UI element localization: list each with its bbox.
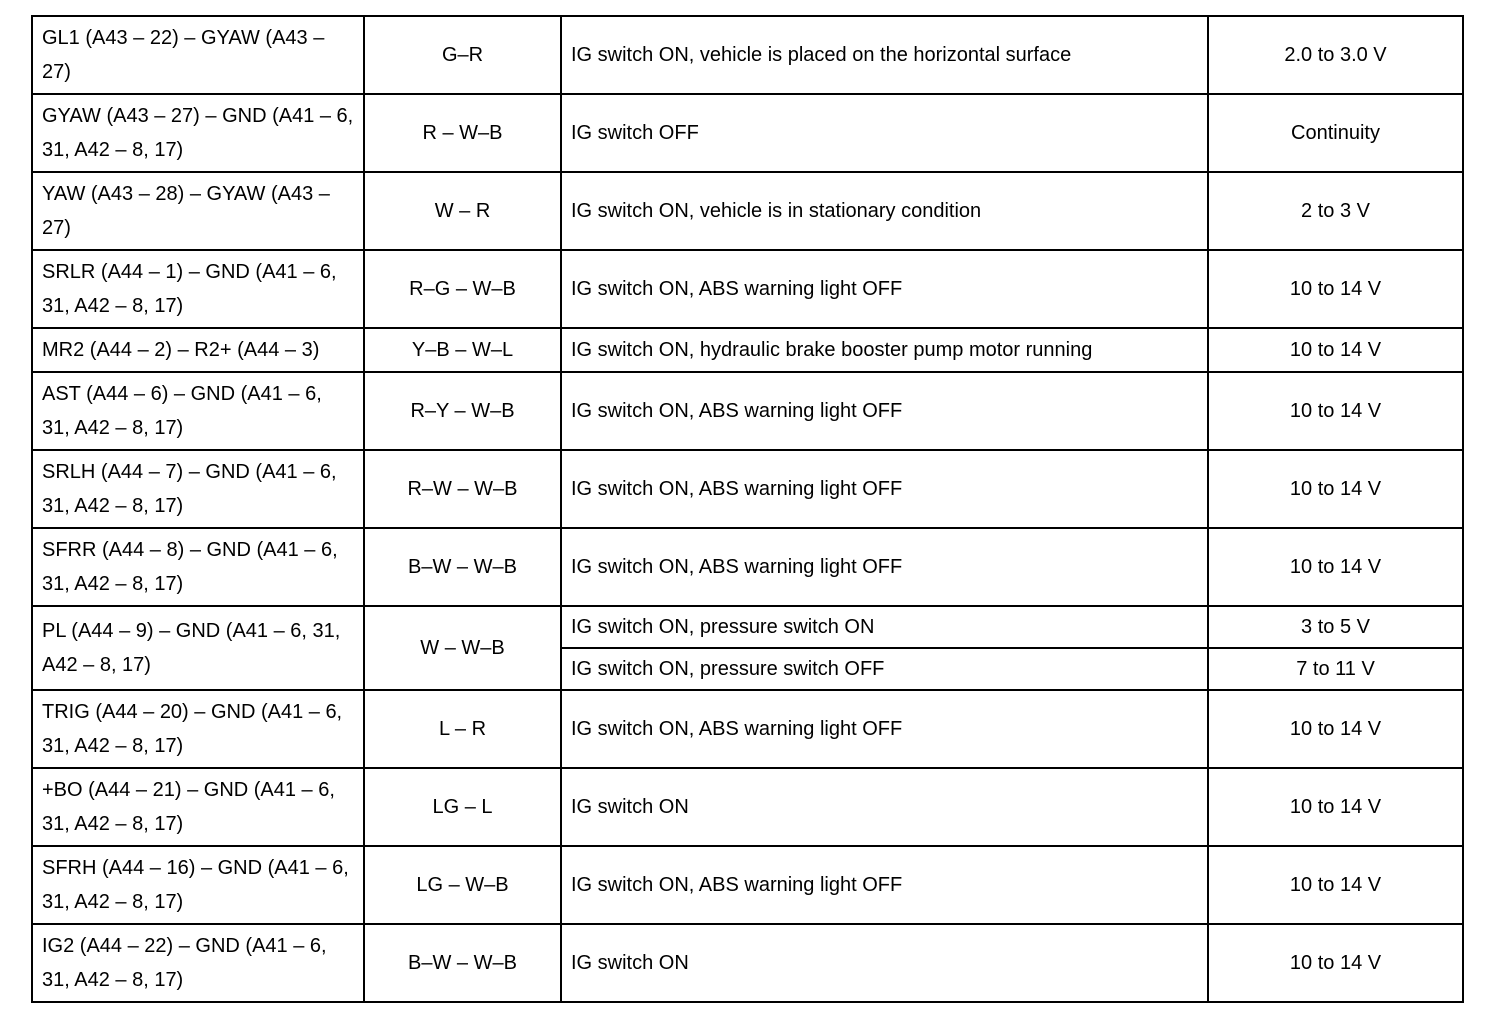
- specified-condition-cell: 10 to 14 V: [1208, 372, 1463, 450]
- terminal-cell: SRLR (A44 – 1) – GND (A41 – 6, 31, A42 – 8, 17): [32, 250, 364, 328]
- terminal-cell: SFRH (A44 – 16) – GND (A41 – 6, 31, A42 – 8, 17): [32, 846, 364, 924]
- table-row: [32, 372, 1463, 450]
- table-row: [32, 768, 1463, 846]
- condition-cell: IG switch ON, pressure switch ON: [561, 606, 1208, 648]
- condition-cell: IG switch ON: [561, 924, 1208, 1002]
- specified-condition-cell: 2 to 3 V: [1208, 172, 1463, 250]
- wire-color-cell: B–W – W–B: [364, 528, 561, 606]
- terminal-cell: GYAW (A43 – 27) – GND (A41 – 6, 31, A42 – 8, 17): [32, 94, 364, 172]
- wire-color-cell: W – W–B: [364, 606, 561, 690]
- terminal-cell: YAW (A43 – 28) – GYAW (A43 – 27): [32, 172, 364, 250]
- condition-cell: IG switch ON, vehicle is placed on the horizontal surface: [561, 16, 1208, 94]
- condition-cell: IG switch ON, ABS warning light OFF: [561, 528, 1208, 606]
- specified-condition-cell: 7 to 11 V: [1208, 648, 1463, 690]
- condition-cell: IG switch ON, ABS warning light OFF: [561, 450, 1208, 528]
- wire-color-cell: Y–B – W–L: [364, 328, 561, 372]
- condition-cell: IG switch ON, hydraulic brake booster pump motor running: [561, 328, 1208, 372]
- wire-color-cell: R – W–B: [364, 94, 561, 172]
- terminal-cell: PL (A44 – 9) – GND (A41 – 6, 31, A42 – 8, 17): [32, 606, 364, 690]
- specified-condition-cell: 10 to 14 V: [1208, 250, 1463, 328]
- wire-color-cell: LG – L: [364, 768, 561, 846]
- wire-color-cell: L – R: [364, 690, 561, 768]
- terminal-cell: IG2 (A44 – 22) – GND (A41 – 6, 31, A42 – 8, 17): [32, 924, 364, 1002]
- condition-cell: IG switch ON: [561, 768, 1208, 846]
- condition-cell: IG switch ON, ABS warning light OFF: [561, 372, 1208, 450]
- specified-condition-cell: 10 to 14 V: [1208, 690, 1463, 768]
- wire-color-cell: B–W – W–B: [364, 924, 561, 1002]
- table-row: [32, 250, 1463, 328]
- terminal-cell: GL1 (A43 – 22) – GYAW (A43 – 27): [32, 16, 364, 94]
- table-row: [32, 528, 1463, 606]
- terminal-cell: SFRR (A44 – 8) – GND (A41 – 6, 31, A42 – 8, 17): [32, 528, 364, 606]
- terminal-cell: AST (A44 – 6) – GND (A41 – 6, 31, A42 – 8, 17): [32, 372, 364, 450]
- table-row: [32, 328, 1463, 372]
- terminal-cell: MR2 (A44 – 2) – R2+ (A44 – 3): [32, 328, 364, 372]
- specified-condition-cell: 10 to 14 V: [1208, 924, 1463, 1002]
- table-body: [32, 16, 1463, 1002]
- specified-condition-cell: 2.0 to 3.0 V: [1208, 16, 1463, 94]
- table-row: [32, 16, 1463, 94]
- specified-condition-cell: 3 to 5 V: [1208, 606, 1463, 648]
- terminal-cell: SRLH (A44 – 7) – GND (A41 – 6, 31, A42 – 8, 17): [32, 450, 364, 528]
- condition-cell: IG switch ON, vehicle is in stationary condition: [561, 172, 1208, 250]
- terminal-cell: +BO (A44 – 21) – GND (A41 – 6, 31, A42 – 8, 17): [32, 768, 364, 846]
- specified-condition-cell: 10 to 14 V: [1208, 528, 1463, 606]
- condition-cell: IG switch OFF: [561, 94, 1208, 172]
- condition-cell: IG switch ON, ABS warning light OFF: [561, 250, 1208, 328]
- table-row: [32, 690, 1463, 768]
- wire-color-cell: R–W – W–B: [364, 450, 561, 528]
- condition-cell: IG switch ON, ABS warning light OFF: [561, 846, 1208, 924]
- specified-condition-cell: 10 to 14 V: [1208, 450, 1463, 528]
- table-row: [32, 94, 1463, 172]
- wire-color-cell: LG – W–B: [364, 846, 561, 924]
- specified-condition-cell: 10 to 14 V: [1208, 768, 1463, 846]
- table-row: [32, 924, 1463, 1002]
- specified-condition-cell: Continuity: [1208, 94, 1463, 172]
- table-row: [32, 846, 1463, 924]
- wire-color-cell: G–R: [364, 16, 561, 94]
- condition-cell: IG switch ON, pressure switch OFF: [561, 648, 1208, 690]
- terminal-cell: TRIG (A44 – 20) – GND (A41 – 6, 31, A42 – 8, 17): [32, 690, 364, 768]
- wire-color-cell: R–G – W–B: [364, 250, 561, 328]
- specified-condition-cell: 10 to 14 V: [1208, 328, 1463, 372]
- table-row: [32, 606, 1463, 648]
- table-row: [32, 450, 1463, 528]
- terminal-inspection-table: [31, 15, 1464, 1003]
- table-row: [32, 172, 1463, 250]
- wire-color-cell: R–Y – W–B: [364, 372, 561, 450]
- specified-condition-cell: 10 to 14 V: [1208, 846, 1463, 924]
- condition-cell: IG switch ON, ABS warning light OFF: [561, 690, 1208, 768]
- wire-color-cell: W – R: [364, 172, 561, 250]
